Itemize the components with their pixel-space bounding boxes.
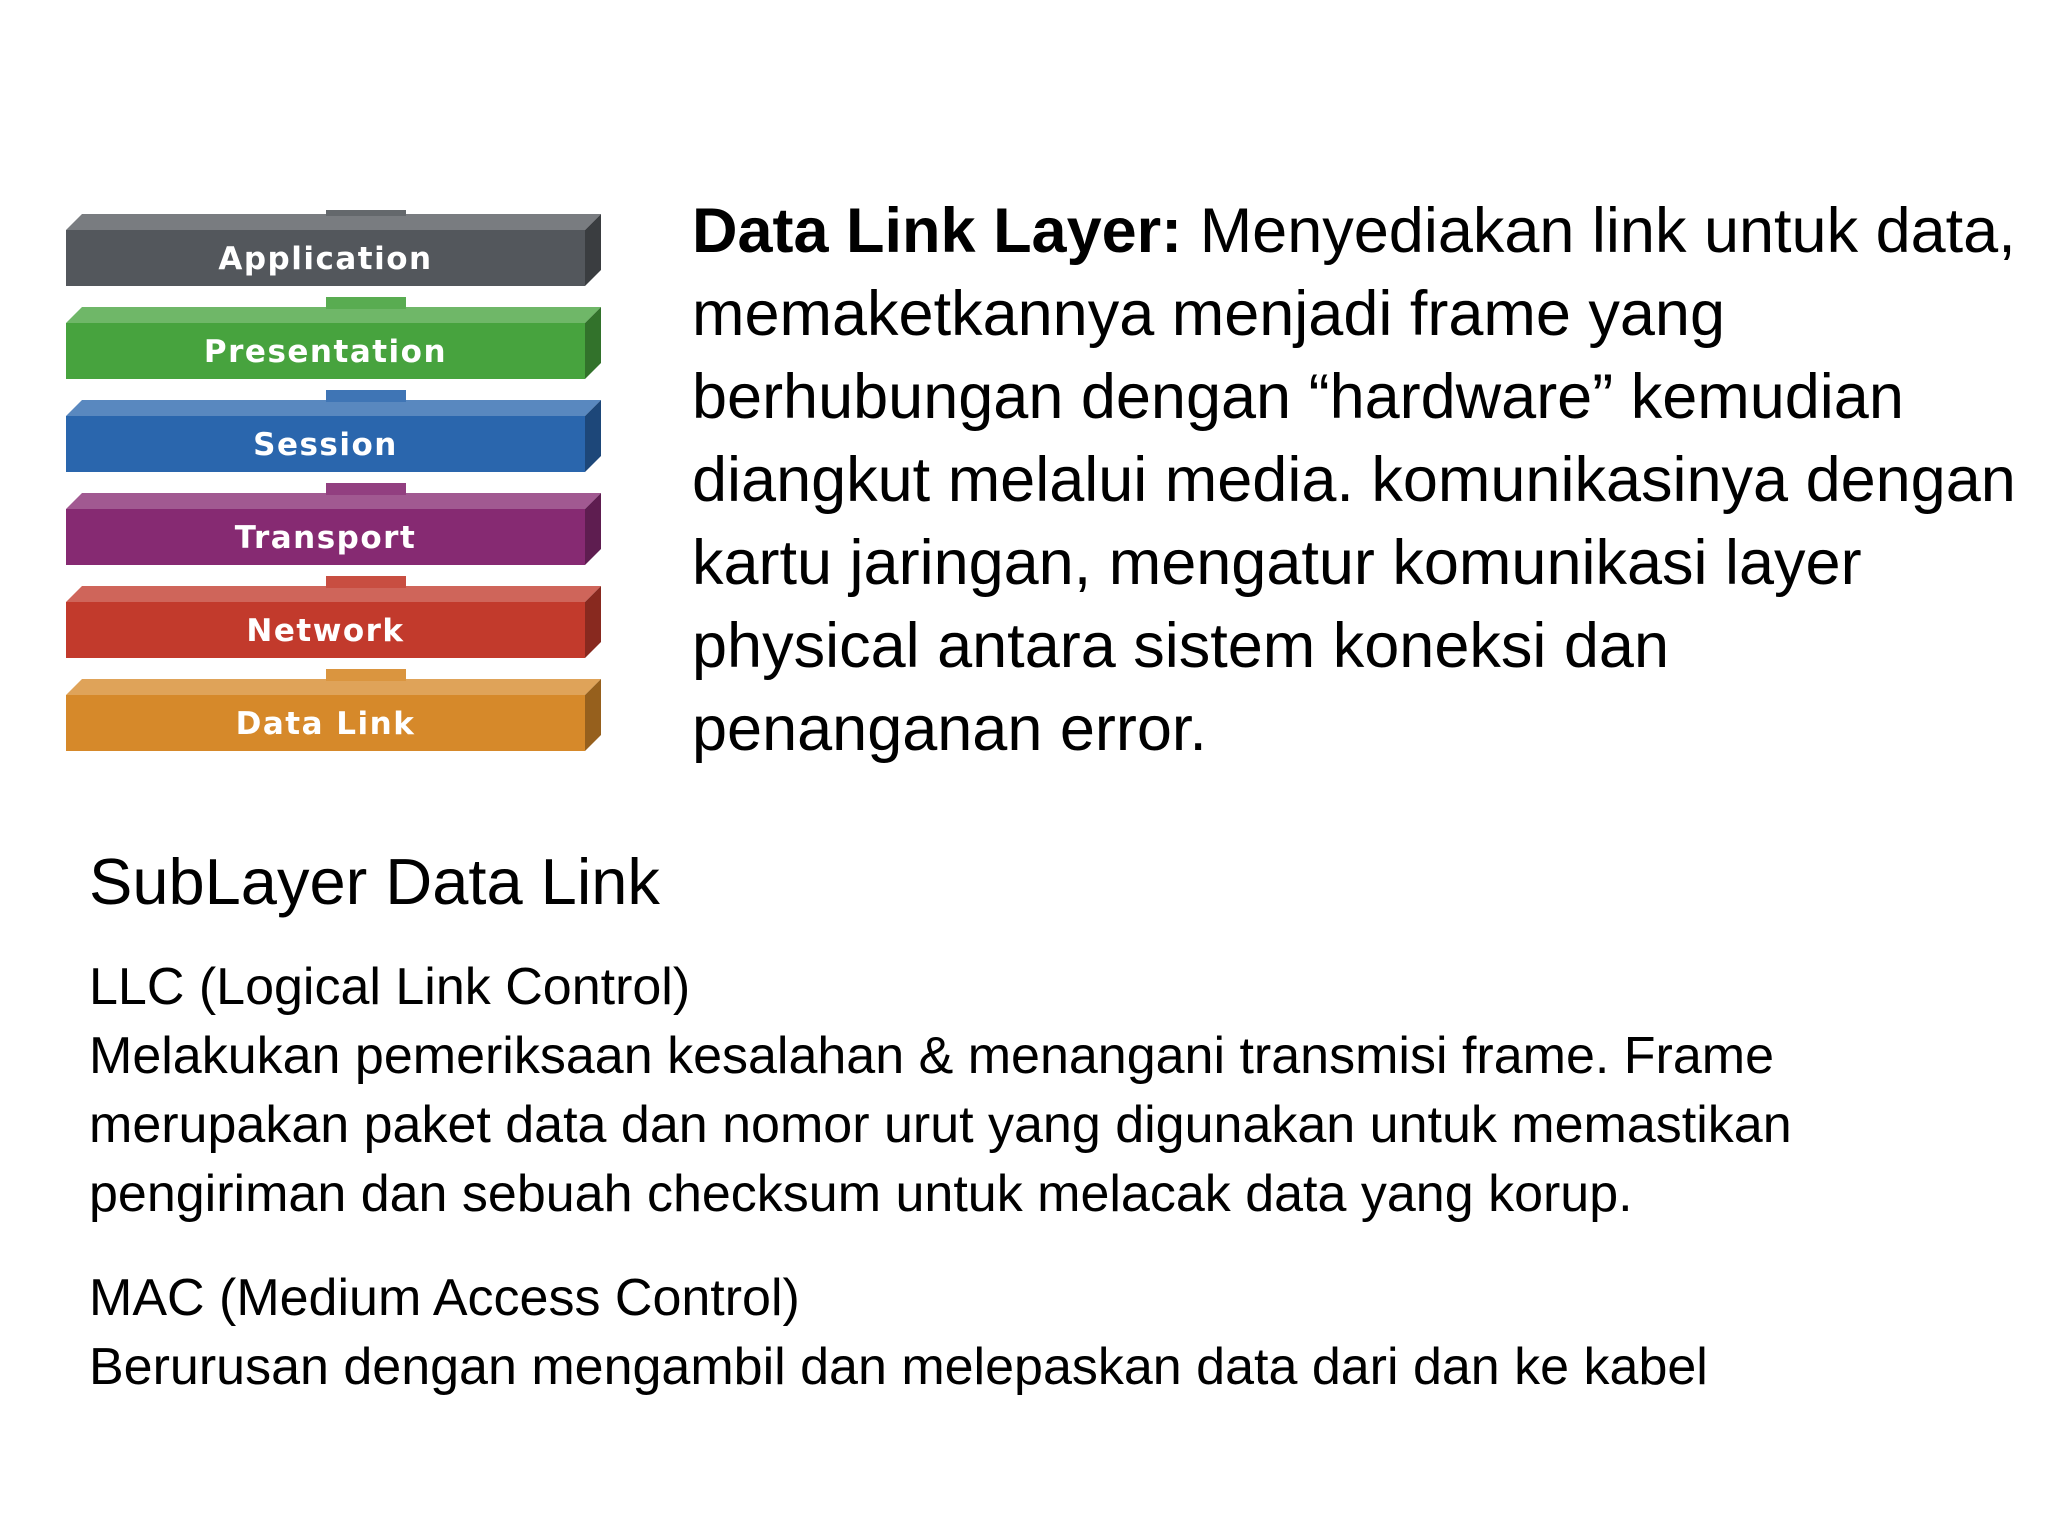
layer-top-face <box>66 679 601 695</box>
osi-layer-presentation <box>66 297 601 379</box>
layer-label: Network <box>246 613 405 649</box>
llc-section <box>89 953 2019 1229</box>
osi-layer-stack-graphic <box>66 210 626 780</box>
layer-connector-tab <box>326 483 406 495</box>
layer-label: Transport <box>234 520 417 556</box>
mac-section <box>89 1264 2019 1402</box>
mac-body: Berurusan dengan mengambil dan melepaskan data dari dan ke kabel <box>89 1338 1708 1396</box>
osi-layer-stack <box>66 210 626 780</box>
layer-label: Session <box>253 427 398 463</box>
layer-connector-tab <box>326 576 406 588</box>
osi-layer-network <box>66 576 601 658</box>
layer-label: Data Link <box>235 706 416 742</box>
mac-heading: MAC (Medium Access Control) <box>89 1269 800 1327</box>
layer-top-face <box>66 307 601 323</box>
intro-description: Menyediakan link untuk data, memaketkannya menjadi frame yang berhubungan dengan “hardware” kemudian diangkut melalui media. komunikasinya dengan kartu jaringan, mengatur komunikasi layer physical antara sistem koneksi dan penanganan error. <box>692 196 2016 764</box>
intro-term: Data Link Layer: <box>692 196 1183 266</box>
layer-connector-tab <box>326 210 406 216</box>
layer-label: Presentation <box>203 334 448 370</box>
sublayer-title: SubLayer Data Link <box>89 845 660 918</box>
layer-top-face <box>66 586 601 602</box>
layer-connector-tab <box>326 297 406 309</box>
layer-connector-tab <box>326 669 406 681</box>
layer-label: Application <box>218 241 433 277</box>
llc-heading: LLC (Logical Link Control) <box>89 958 691 1016</box>
layer-top-face <box>66 400 601 416</box>
osi-layer-session <box>66 390 601 472</box>
layer-top-face <box>66 214 601 230</box>
data-link-intro <box>692 190 2022 771</box>
layer-top-face <box>66 493 601 509</box>
osi-layer-data-link <box>66 669 601 751</box>
osi-layer-transport <box>66 483 601 565</box>
llc-body: Melakukan pemeriksaan kesalahan & menangani transmisi frame. Frame merupakan paket data dan nomor urut yang digunakan untuk memastikan pengiriman dan sebuah checksum untuk melacak data yang korup. <box>89 1027 1792 1223</box>
osi-layer-application <box>66 210 601 286</box>
layer-connector-tab <box>326 390 406 402</box>
